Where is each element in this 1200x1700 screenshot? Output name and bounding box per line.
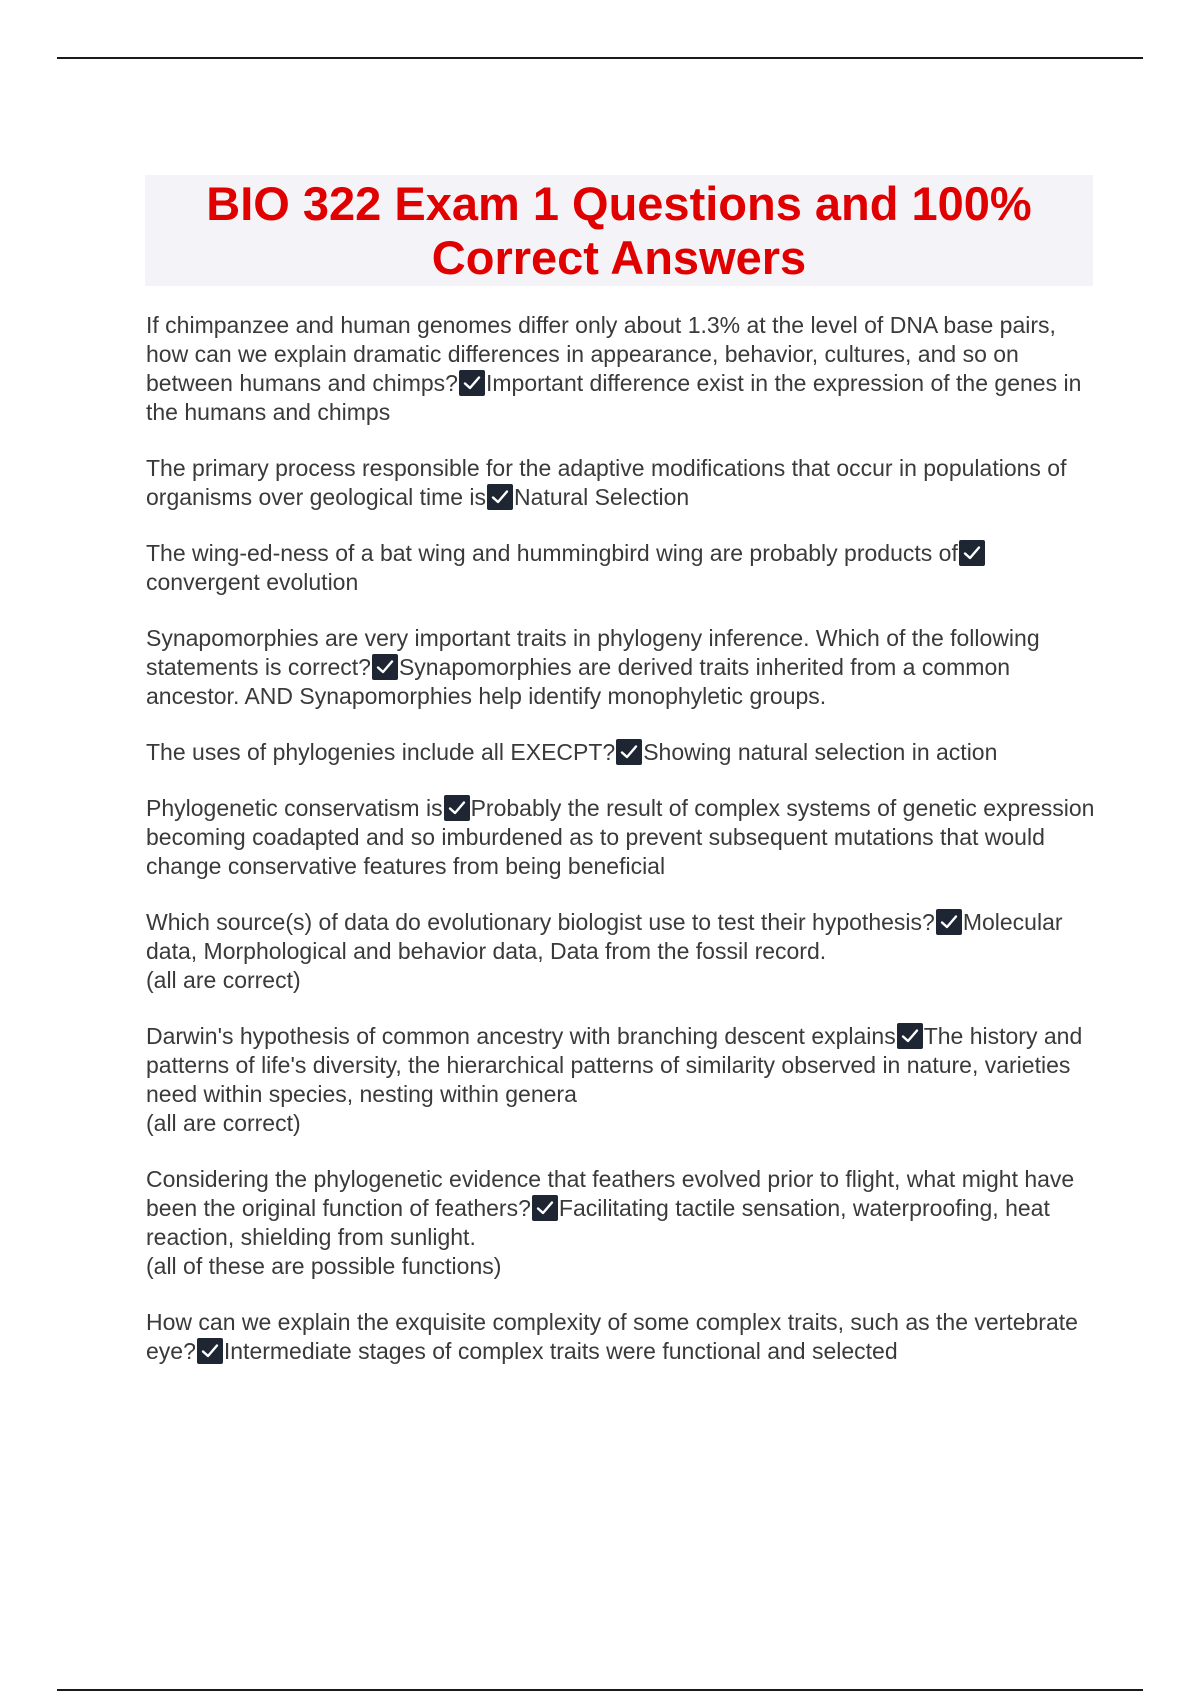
answer-text: Natural Selection xyxy=(514,484,690,510)
answer-text: Synapomorphies are derived traits inherited from a common ancestor. AND Synapomorphies help identify monophyletic groups. xyxy=(146,654,1011,709)
question-text: Considering the phylogenetic evidence that feathers evolved prior to flight, what might have been the original function of feathers? xyxy=(146,1166,1075,1221)
answer-text: convergent evolution xyxy=(146,569,359,595)
question-text: The uses of phylogenies include all EXECPT? xyxy=(146,739,616,765)
answer-text: Facilitating tactile sensation, waterproofing, heat reaction, shielding from sunlight. xyxy=(146,1195,1050,1250)
qa-item xyxy=(146,539,1096,597)
answer-text: Molecular data, Morphological and behavior data, Data from the fossil record. xyxy=(146,909,1063,964)
header-rule xyxy=(57,57,1143,59)
page-title: BIO 322 Exam 1 Questions and 100% Correct Answers xyxy=(206,176,1032,284)
qa-item xyxy=(146,1165,1096,1281)
qa-item xyxy=(146,738,1096,767)
checkmark-icon xyxy=(959,540,985,566)
question-text: How can we explain the exquisite complexity of some complex traits, such as the vertebrate eye? xyxy=(146,1309,1078,1364)
qa-item xyxy=(146,624,1096,711)
title-banner xyxy=(145,175,1093,286)
checkmark-icon xyxy=(487,484,513,510)
qa-item xyxy=(146,1022,1096,1138)
checkmark-icon xyxy=(372,654,398,680)
question-text: Synapomorphies are very important traits in phylogeny inference. Which of the following statements is correct? xyxy=(146,625,1040,680)
question-text: The wing-ed-ness of a bat wing and hummingbird wing are probably products of xyxy=(146,540,958,566)
qa-item xyxy=(146,908,1096,995)
qa-item xyxy=(146,794,1096,881)
checkmark-icon xyxy=(532,1195,558,1221)
qa-item xyxy=(146,311,1096,427)
answer-note: (all are correct) xyxy=(146,1110,301,1136)
checkmark-icon xyxy=(897,1023,923,1049)
question-text: Darwin's hypothesis of common ancestry with branching descent explains xyxy=(146,1023,896,1049)
answer-note: (all are correct) xyxy=(146,967,301,993)
footer-rule xyxy=(57,1689,1143,1691)
question-text: The primary process responsible for the adaptive modifications that occur in populations of organisms over geological time is xyxy=(146,455,1067,510)
checkmark-icon xyxy=(936,909,962,935)
question-text: If chimpanzee and human genomes differ only about 1.3% at the level of DNA base pairs, how can we explain dramatic differences in appearance, behavior, cultures, and so on between humans and chimps? xyxy=(146,312,1056,396)
answer-text: Showing natural selection in action xyxy=(643,739,998,765)
checkmark-icon xyxy=(459,370,485,396)
checkmark-icon xyxy=(197,1338,223,1364)
answer-note: (all of these are possible functions) xyxy=(146,1253,502,1279)
answer-text: Intermediate stages of complex traits were functional and selected xyxy=(223,1338,898,1364)
answer-text: The history and patterns of life's diversity, the hierarchical patterns of similarity observed in nature, varieties need within species, nesting within genera xyxy=(146,1023,1083,1107)
answer-text: Probably the result of complex systems of genetic expression becoming coadapted and so imburdened as to prevent subsequent mutations that would change conservative features from being beneficial xyxy=(146,795,1095,879)
checkmark-icon xyxy=(616,739,642,765)
question-text: Which source(s) of data do evolutionary biologist use to test their hypothesis? xyxy=(146,909,935,935)
answer-text: Important difference exist in the expression of the genes in the humans and chimps xyxy=(146,370,1082,425)
question-text: Phylogenetic conservatism is xyxy=(146,795,443,821)
qa-item xyxy=(146,1308,1096,1366)
qa-list xyxy=(146,311,1096,1393)
qa-item xyxy=(146,454,1096,512)
checkmark-icon xyxy=(444,795,470,821)
